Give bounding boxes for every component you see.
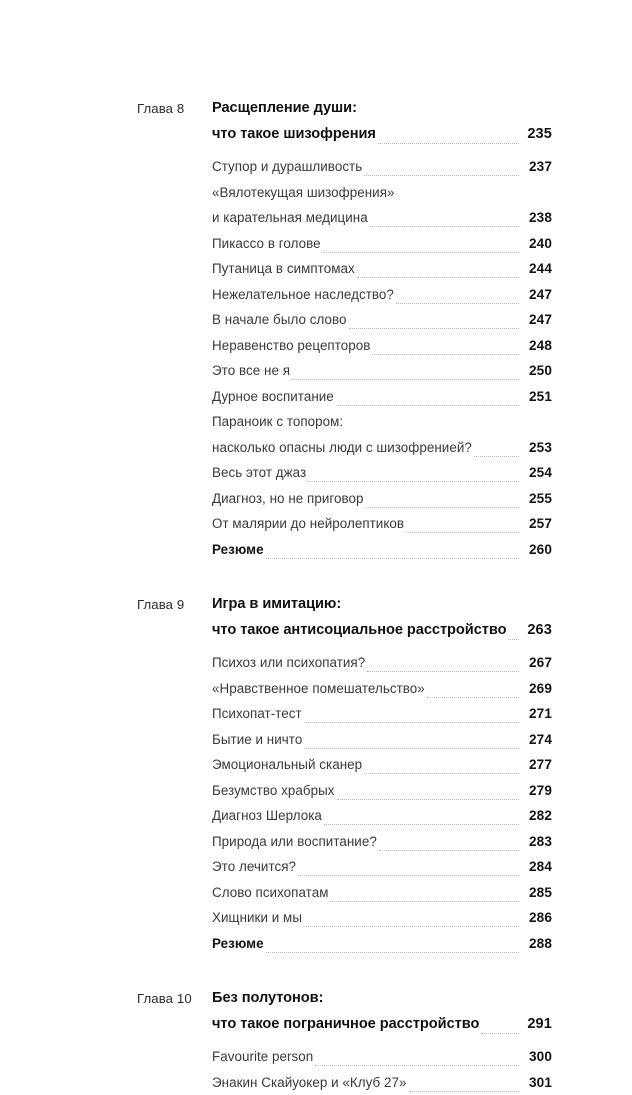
dot-leader: [474, 448, 519, 460]
dot-leader: [315, 1058, 519, 1070]
toc-entry-page-number: 267: [522, 650, 552, 676]
chapter-title-text: Игра в имитацию:: [212, 592, 341, 618]
toc-entry-title: Favourite person: [212, 1044, 313, 1070]
toc-entry[interactable]: [212, 307, 552, 333]
toc-entry[interactable]: [212, 778, 552, 804]
chapter-block: [137, 986, 552, 1095]
toc-entry-page-number: 254: [522, 460, 552, 486]
toc-entry-page-number: 237: [522, 154, 552, 180]
chapter-title-text: Без полутонов:: [212, 986, 323, 1012]
dot-leader: [323, 244, 519, 256]
dot-leader: [508, 631, 519, 643]
toc-entry[interactable]: [212, 752, 552, 778]
toc-entry-title: Бытие и ничто: [212, 727, 302, 753]
dot-leader: [481, 1025, 519, 1037]
toc-entry-title: Резюме: [212, 931, 264, 957]
toc-entry-page-number: 238: [522, 205, 552, 231]
chapter-label: Глава 9: [137, 592, 212, 618]
toc-entry[interactable]: [212, 676, 552, 702]
toc-entry[interactable]: [212, 880, 552, 906]
toc-entry-title: Путаница в симптомах: [212, 256, 355, 282]
toc-entry-title: Весь этот джаз: [212, 460, 306, 486]
dot-leader: [409, 1083, 519, 1095]
toc-entry-page-number: 269: [522, 676, 552, 702]
toc-entry[interactable]: [212, 727, 552, 753]
chapter-block: [137, 592, 552, 956]
toc-entry[interactable]: [212, 537, 552, 563]
toc-entry-page-number: 286: [522, 905, 552, 931]
toc-entry-title: В начале было слово: [212, 307, 347, 333]
dot-leader: [304, 740, 519, 752]
toc-entry[interactable]: [212, 409, 552, 435]
toc-entry-title: Диагноз, но не приговор: [212, 486, 364, 512]
toc-entry-title: Психопат-тест: [212, 701, 302, 727]
toc-entry[interactable]: [212, 205, 552, 231]
chapter-header: [137, 96, 552, 147]
toc-entry[interactable]: [212, 358, 552, 384]
dot-leader: [357, 270, 519, 282]
toc-entry-page-number: 251: [522, 384, 552, 410]
toc-entry[interactable]: [212, 384, 552, 410]
dot-leader: [396, 295, 519, 307]
toc-entry-page-number: 282: [522, 803, 552, 829]
chapter-title-text: Расщепление души:: [212, 96, 357, 122]
chapter-title-line[interactable]: [212, 1012, 552, 1038]
dot-leader: [364, 168, 519, 180]
toc-entry[interactable]: [212, 282, 552, 308]
chapter-title-line[interactable]: [212, 96, 552, 122]
toc-entry-title: Дурное воспитание: [212, 384, 334, 410]
chapter-entry-list: [212, 154, 552, 562]
dot-leader: [304, 715, 519, 727]
chapter-entry-list: [212, 650, 552, 956]
chapter-title-line[interactable]: [212, 592, 552, 618]
dot-leader: [366, 499, 520, 511]
toc-entry[interactable]: [212, 1044, 552, 1070]
toc-entry-page-number: 274: [522, 727, 552, 753]
dot-leader: [324, 817, 519, 829]
dot-leader: [304, 919, 519, 931]
toc-entry-title: насколько опасны люди с шизофренией?: [212, 435, 472, 461]
toc-entry-title: «Нравственное помешательство»: [212, 676, 425, 702]
toc-entry-page-number: 277: [522, 752, 552, 778]
toc-entry-title: и карательная медицина: [212, 205, 368, 231]
toc-entry-title: Резюме: [212, 537, 264, 563]
chapter-title[interactable]: [212, 96, 552, 147]
toc-entry-page-number: 247: [522, 307, 552, 333]
toc-entry-title: Природа или воспитание?: [212, 829, 377, 855]
toc-entry-page-number: 288: [522, 931, 552, 957]
toc-entry-title: «Вялотекущая шизофрения»: [212, 180, 395, 206]
toc-entry-title: Ступор и дурашливость: [212, 154, 362, 180]
toc-entry-page-number: 257: [522, 511, 552, 537]
toc-entry-title: Параноик с топором:: [212, 409, 343, 435]
toc-entry-page-number: 279: [522, 778, 552, 804]
toc-entry-title: Энакин Скайуокер и «Клуб 27»: [212, 1070, 407, 1095]
dot-leader: [406, 525, 519, 537]
toc-entry[interactable]: [212, 486, 552, 512]
toc-entry-page-number: 284: [522, 854, 552, 880]
toc-entry[interactable]: [212, 854, 552, 880]
chapter-title-text: что такое шизофрения: [212, 122, 376, 148]
chapter-label: Глава 10: [137, 986, 212, 1012]
toc-entry-page-number: 255: [522, 486, 552, 512]
toc-entry[interactable]: [212, 905, 552, 931]
toc-entry[interactable]: [212, 511, 552, 537]
dot-leader: [298, 868, 519, 880]
dot-leader: [378, 135, 519, 147]
toc-entry[interactable]: [212, 701, 552, 727]
toc-entry-page-number: 253: [522, 435, 552, 461]
chapter-page-number: 263: [522, 618, 552, 644]
chapter-title-text: что такое антисоциальное расстройство: [212, 618, 506, 644]
chapter-title-line[interactable]: [212, 618, 552, 644]
toc-entry-page-number: 248: [522, 333, 552, 359]
toc-entry-page-number: 240: [522, 231, 552, 257]
dot-leader: [292, 372, 519, 384]
dot-leader: [336, 397, 519, 409]
chapter-entry-list: [212, 1044, 552, 1095]
toc-entry-title: Хищники и мы: [212, 905, 302, 931]
chapter-header: [137, 592, 552, 643]
dot-leader: [308, 474, 519, 486]
chapter-title-line[interactable]: [212, 122, 552, 148]
dot-leader: [337, 791, 519, 803]
chapter-block: [137, 96, 552, 562]
toc-entry[interactable]: [212, 435, 552, 461]
toc-entry-page-number: 250: [522, 358, 552, 384]
toc-entry-title: Эмоциональный сканер: [212, 752, 362, 778]
dot-leader: [427, 689, 519, 701]
toc-entry-page-number: 283: [522, 829, 552, 855]
toc-entry[interactable]: [212, 231, 552, 257]
toc-entry[interactable]: [212, 460, 552, 486]
chapter-title[interactable]: [212, 592, 552, 643]
toc-entry-title: Безумство храбрых: [212, 778, 335, 804]
dot-leader: [370, 219, 519, 231]
dot-leader: [379, 842, 519, 854]
chapter-title[interactable]: [212, 986, 552, 1037]
toc-entry-title: Это лечится?: [212, 854, 296, 880]
toc-entry-page-number: 300: [522, 1044, 552, 1070]
toc-entry-page-number: 244: [522, 256, 552, 282]
toc-entry[interactable]: [212, 1070, 552, 1095]
toc-entry-title: Это все не я: [212, 358, 290, 384]
chapter-page-number: 291: [522, 1012, 552, 1038]
dot-leader: [330, 893, 519, 905]
toc-entry-title: От малярии до нейролептиков: [212, 511, 404, 537]
chapter-header: [137, 986, 552, 1037]
toc-entry-page-number: 247: [522, 282, 552, 308]
toc-entry[interactable]: [212, 931, 552, 957]
toc-entry[interactable]: [212, 803, 552, 829]
dot-leader: [367, 664, 519, 676]
toc-entry[interactable]: [212, 180, 552, 206]
toc-entry-title: Психоз или психопатия?: [212, 650, 365, 676]
toc-entry-title: Нежелательное наследство?: [212, 282, 394, 308]
toc-entry-page-number: 285: [522, 880, 552, 906]
table-of-contents: [137, 96, 552, 1095]
toc-entry-title: Пикассо в голове: [212, 231, 321, 257]
chapter-label: Глава 8: [137, 96, 212, 122]
toc-entry-title: Неравенство рецепторов: [212, 333, 370, 359]
dot-leader: [266, 550, 519, 562]
dot-leader: [266, 944, 519, 956]
toc-entry[interactable]: [212, 256, 552, 282]
toc-entry[interactable]: [212, 333, 552, 359]
dot-leader: [349, 321, 520, 333]
toc-entry-page-number: 260: [522, 537, 552, 563]
toc-entry-title: Диагноз Шерлока: [212, 803, 322, 829]
toc-entry-page-number: 301: [522, 1070, 552, 1095]
toc-entry-page-number: 271: [522, 701, 552, 727]
toc-entry[interactable]: [212, 650, 552, 676]
toc-entry[interactable]: [212, 154, 552, 180]
chapter-title-line[interactable]: [212, 986, 552, 1012]
dot-leader: [364, 766, 519, 778]
chapter-title-text: что такое пограничное расстройство: [212, 1012, 479, 1038]
chapter-page-number: 235: [522, 122, 552, 148]
toc-entry-title: Слово психопатам: [212, 880, 328, 906]
dot-leader: [372, 346, 519, 358]
toc-entry[interactable]: [212, 829, 552, 855]
